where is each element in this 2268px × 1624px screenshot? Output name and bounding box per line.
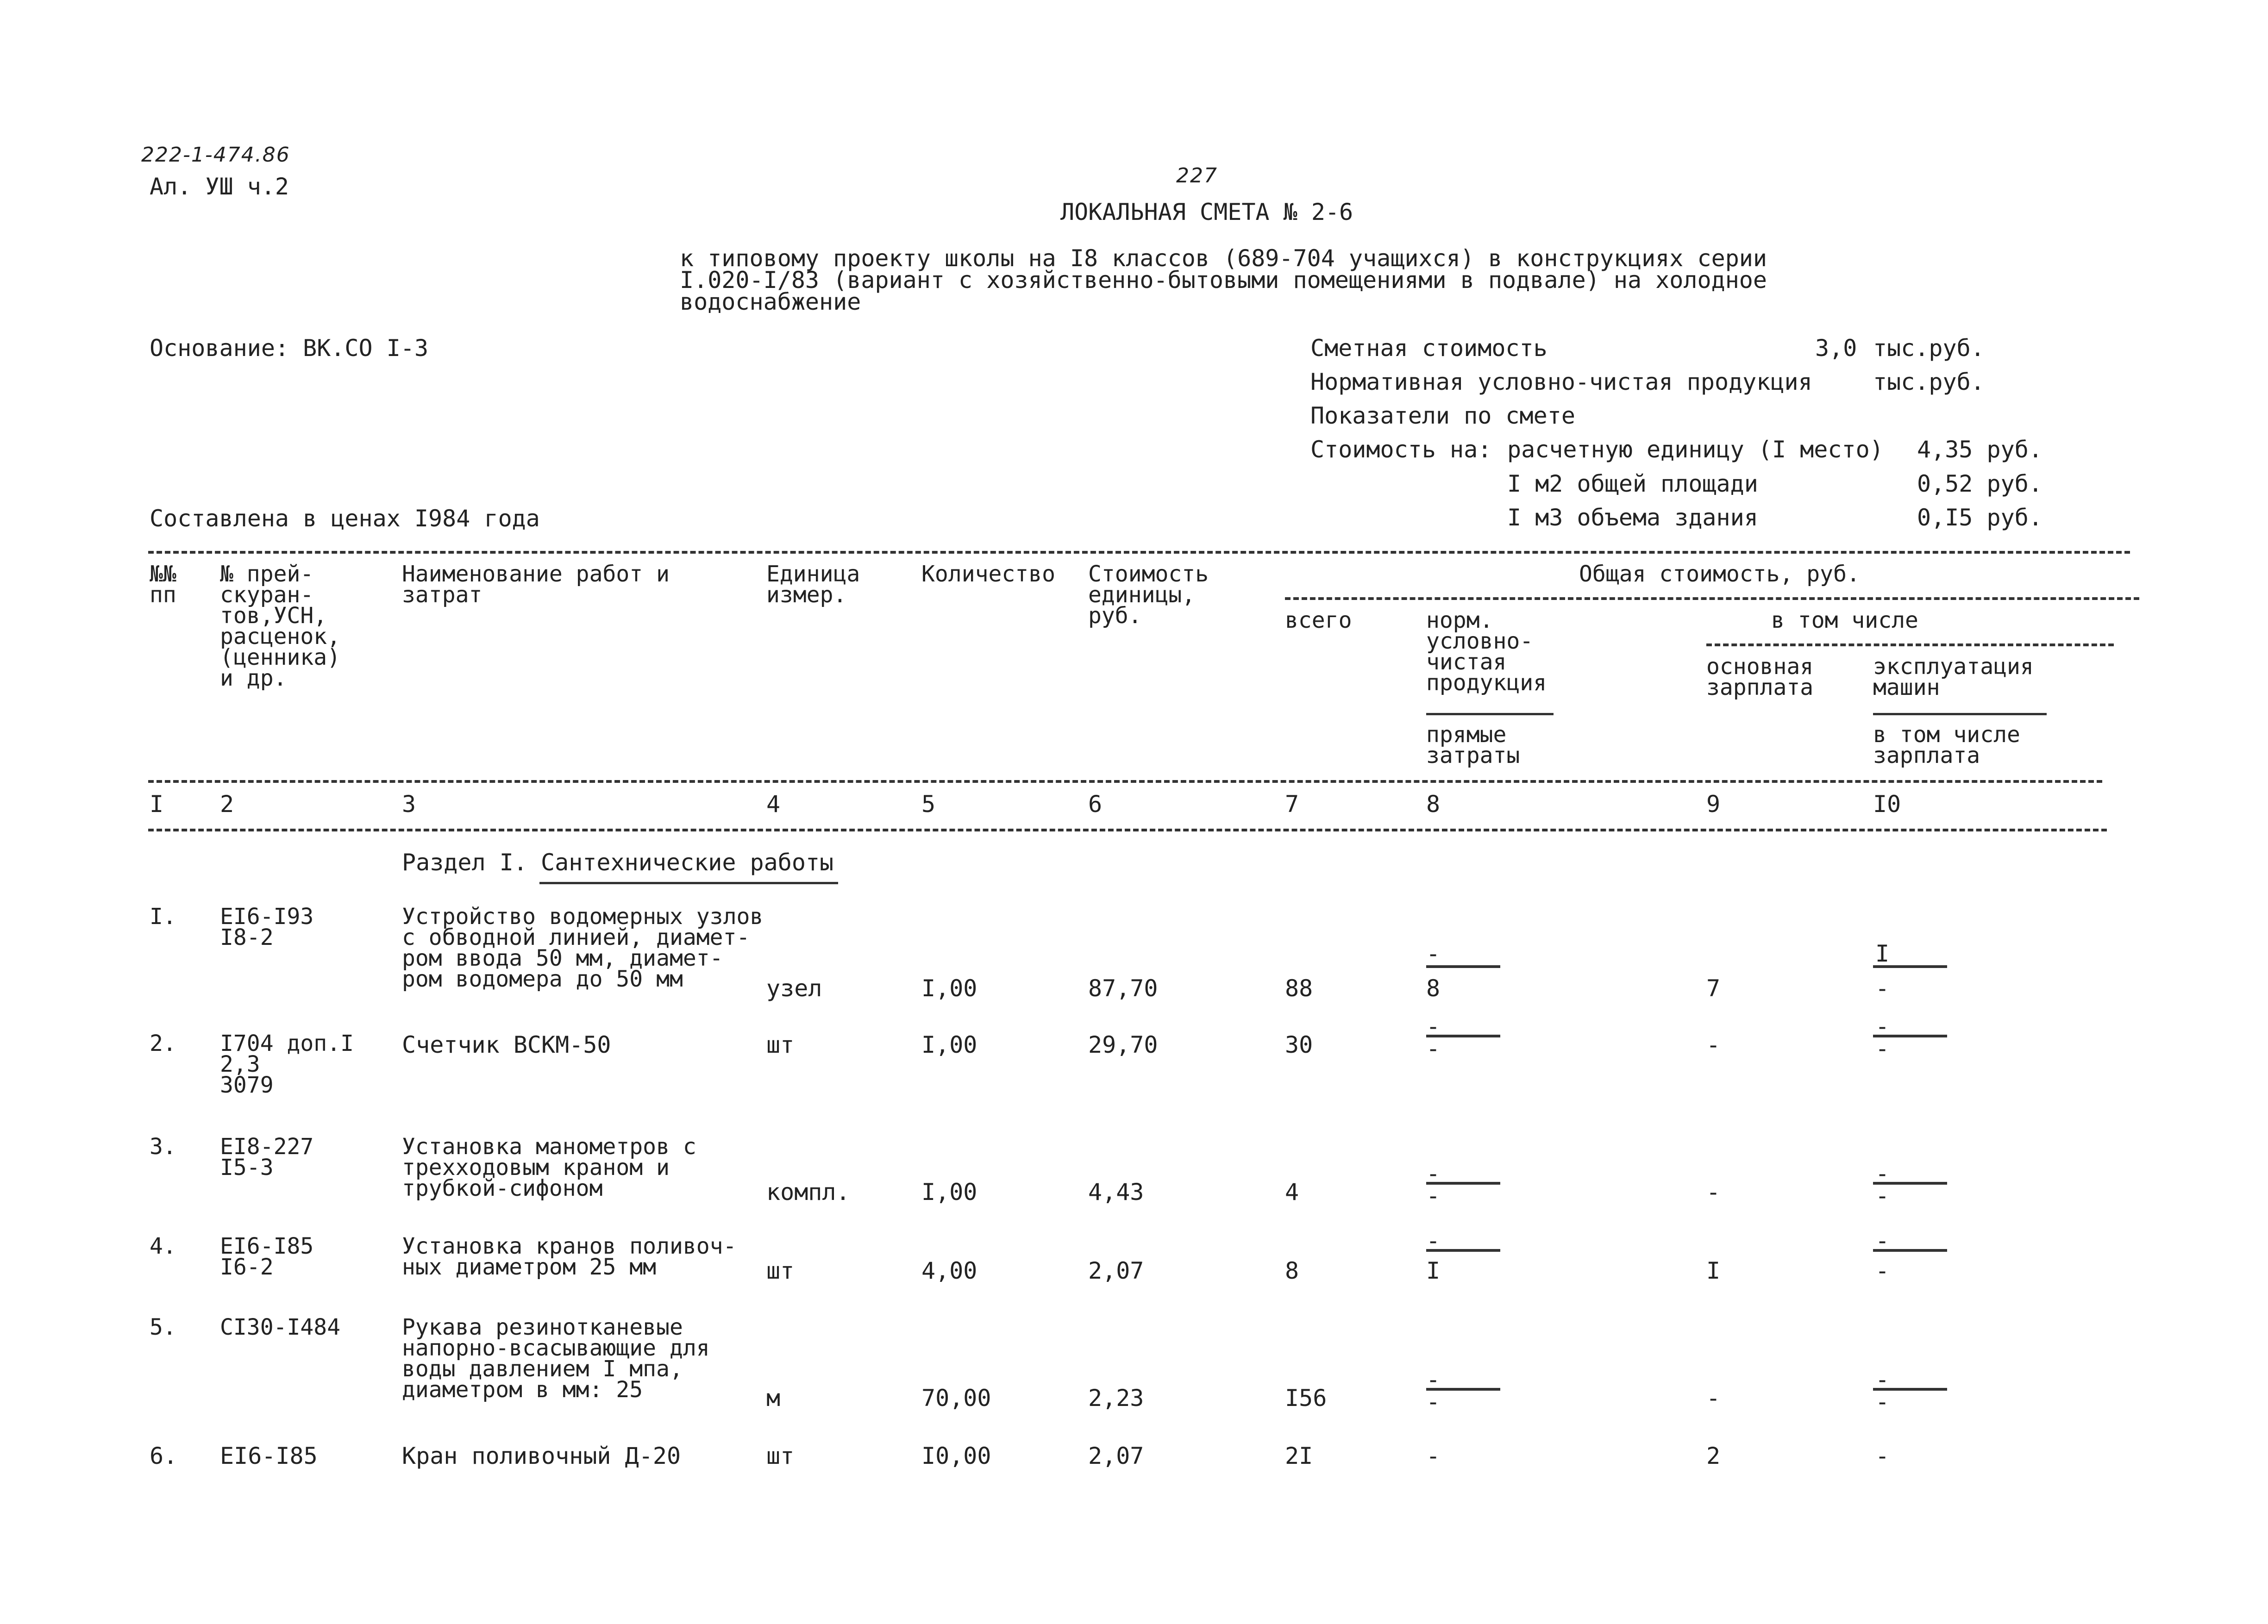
per-unit-label: расчетную единицу (I место) [1507,436,1884,463]
row-machines-bottom: - [1875,975,1890,1002]
page-number: 227 [1176,164,1218,187]
row-price: 2,23 [1088,1385,1144,1412]
col-number: 8 [1426,791,1441,818]
row-normative-bottom: - [1426,1443,1441,1469]
normative-unit: тыс.руб. [1873,369,1985,395]
row-base-salary: 7 [1706,975,1721,1002]
cost-per-label: Стоимость на: [1310,436,1492,463]
per-unit-value: 4,35 руб. [1917,436,2042,463]
incl-group-rule [1706,643,2114,646]
header-normative: норм. условно- чистая продукция [1426,607,1547,696]
header-direct-costs: прямые затраты [1426,722,1520,768]
row-code: I704 доп.I 2,3 3079 [220,1031,354,1098]
row-normative-top: - [1426,1366,1441,1393]
row-normative-bottom: - [1426,1182,1441,1209]
header-bottom-rule [148,780,2102,783]
col-number: 3 [402,791,416,818]
norm-underline [1426,713,1554,715]
header-incl: в том числе [1771,607,1918,633]
row-base-salary: - [1706,1385,1721,1412]
section-title: Сантехнические работы [541,849,834,876]
estimate-cost-label: Сметная стоимость [1310,335,1548,362]
row-name: Установка кранов поливоч- ных диаметром 25 мм [402,1233,737,1280]
row-price: 4,43 [1088,1179,1144,1206]
prices-year: Составлена в ценах I984 года [150,505,540,532]
row-machines-bottom: - [1875,1035,1890,1062]
row-total: 30 [1285,1031,1313,1058]
normative-label: Нормативная условно-чистая продукция [1310,369,1812,395]
row-machines-bottom: - [1875,1388,1890,1415]
row-total: 88 [1285,975,1313,1002]
col-number: 4 [766,791,781,818]
header-unit-cost: Стоимость единицы, руб. [1088,561,1209,629]
row-normative-bottom: - [1426,1388,1441,1415]
col-numbers-rule [148,829,2107,831]
row-num: I. [150,904,176,930]
header-machines: эксплуатация машин [1873,654,2034,700]
fraction-bar [1873,965,1947,968]
fraction-bar [1873,1249,1947,1252]
row-unit: компл. [766,1179,850,1206]
per-m3-label: I м3 объема здания [1507,504,1758,531]
row-num: 2. [150,1031,176,1056]
machines-underline [1873,713,2047,715]
row-unit: узел [766,975,822,1002]
row-num: 3. [150,1134,176,1160]
header-total-group: Общая стоимость, руб. [1579,561,1860,587]
row-normative-top: - [1426,1227,1441,1254]
row-normative-top: - [1426,1160,1441,1187]
estimate-cost-value: 3,0 [1815,335,1857,362]
row-normative-bottom: - [1426,1035,1441,1062]
row-normative-top: - [1426,940,1441,967]
fraction-bar [1426,965,1500,968]
per-m2-label: I м2 общей площади [1507,470,1758,497]
row-name: Счетчик ВСКМ-50 [402,1031,611,1058]
row-name: Установка манометров с трехходовым краном и трубкой-сифоном [402,1134,696,1201]
per-m2-value: 0,52 руб. [1917,470,2042,497]
row-qty: I,00 [921,1031,977,1058]
header-total: всего [1285,607,1352,633]
row-normative-bottom: I [1426,1257,1441,1284]
basis: Основание: ВК.СО I-3 [150,335,429,362]
row-base-salary: - [1706,1031,1721,1058]
row-qty: I,00 [921,1179,977,1206]
row-total: 2I [1285,1443,1313,1469]
row-machines-top: - [1875,1013,1890,1040]
row-price: 87,70 [1088,975,1158,1002]
row-machines-top: - [1875,1227,1890,1254]
row-qty: I0,00 [921,1443,991,1469]
row-unit: шт [766,1257,795,1284]
col-number: 5 [921,791,936,818]
row-base-salary: - [1706,1179,1721,1206]
row-total: 4 [1285,1179,1299,1206]
row-normative-top: - [1426,1013,1441,1040]
header-price-list: № прей- скуран- тов,УСН, расценок, (ценника) и др. [220,561,341,691]
row-machines-bottom: - [1875,1182,1890,1209]
row-num: 4. [150,1233,176,1259]
header-num: №№ пп [150,561,176,608]
estimate-cost-unit: тыс.руб. [1873,335,1985,362]
row-machines-top: - [1875,1366,1890,1393]
row-qty: 70,00 [921,1385,991,1412]
row-code: ЕI6-I85 [220,1443,318,1469]
subtitle-line-1: к типовому проекту школы на I8 классов (689-704 учащихся) в конструкциях серии [680,245,1767,272]
row-num: 5. [150,1314,176,1340]
row-unit: шт [766,1031,795,1058]
table-top-rule [148,551,2130,554]
row-code: СI30-I484 [220,1314,341,1340]
row-machines-top: - [1875,1160,1890,1187]
row-name: Устройство водомерных узлов с обводной линией, диамет- ром ввода 50 мм, диамет- ром водомера до 50 мм [402,904,764,992]
document-title: ЛОКАЛЬНАЯ СМЕТА № 2-6 [1060,199,1353,225]
per-m3-value: 0,I5 руб. [1917,504,2042,531]
row-price: 2,07 [1088,1257,1144,1284]
header-unit: Единица измер. [766,561,860,608]
album-label: Ал. УШ ч.2 [150,173,289,200]
header-base-salary: основная зарплата [1706,654,1814,700]
col-number: 9 [1706,791,1721,818]
row-name: Рукава резинотканевые напорно-всасывающие для воды давлением I мпа, диаметром в мм: 25 [402,1314,710,1403]
row-machines-bottom: - [1875,1443,1890,1469]
row-machines-bottom: - [1875,1257,1890,1284]
subtitle-line-3: водоснабжение [680,288,861,315]
header-machines-salary: в том числе зарплата [1873,722,2020,768]
row-num: 6. [150,1443,178,1469]
row-qty: 4,00 [921,1257,977,1284]
row-unit: м [766,1385,781,1412]
col-number: 7 [1285,791,1299,818]
row-qty: I,00 [921,975,977,1002]
header-work-name: Наименование работ и затрат [402,561,670,608]
row-name: Кран поливочный Д-20 [402,1443,681,1469]
section-underline [539,882,838,884]
row-base-salary: 2 [1706,1443,1721,1469]
row-code: ЕI6-I93 I8-2 [220,904,314,950]
col-number: I0 [1873,791,1901,818]
col-number: 2 [220,791,234,818]
header-quantity: Количество [921,561,1055,587]
row-code: ЕI8-227 I5-3 [220,1134,314,1181]
row-unit: шт [766,1443,795,1469]
row-price: 2,07 [1088,1443,1144,1469]
row-normative-bottom: 8 [1426,975,1441,1002]
row-price: 29,70 [1088,1031,1158,1058]
row-code: ЕI6-I85 I6-2 [220,1233,314,1280]
row-base-salary: I [1706,1257,1721,1284]
col-number: I [150,791,164,818]
subtitle-line-2: I.020-I/83 (вариант с хозяйственно-бытовыми помещениями в подвале) на холодное [680,267,1767,294]
fraction-bar [1426,1249,1500,1252]
total-group-rule [1285,597,2139,600]
row-machines-top: I [1875,940,1890,967]
indicators-label: Показатели по смете [1310,402,1575,429]
row-total: 8 [1285,1257,1299,1284]
document-code: 222-1-474.86 [141,143,290,167]
col-number: 6 [1088,791,1103,818]
section-prefix: Раздел I. [402,849,527,876]
row-total: I56 [1285,1385,1327,1412]
